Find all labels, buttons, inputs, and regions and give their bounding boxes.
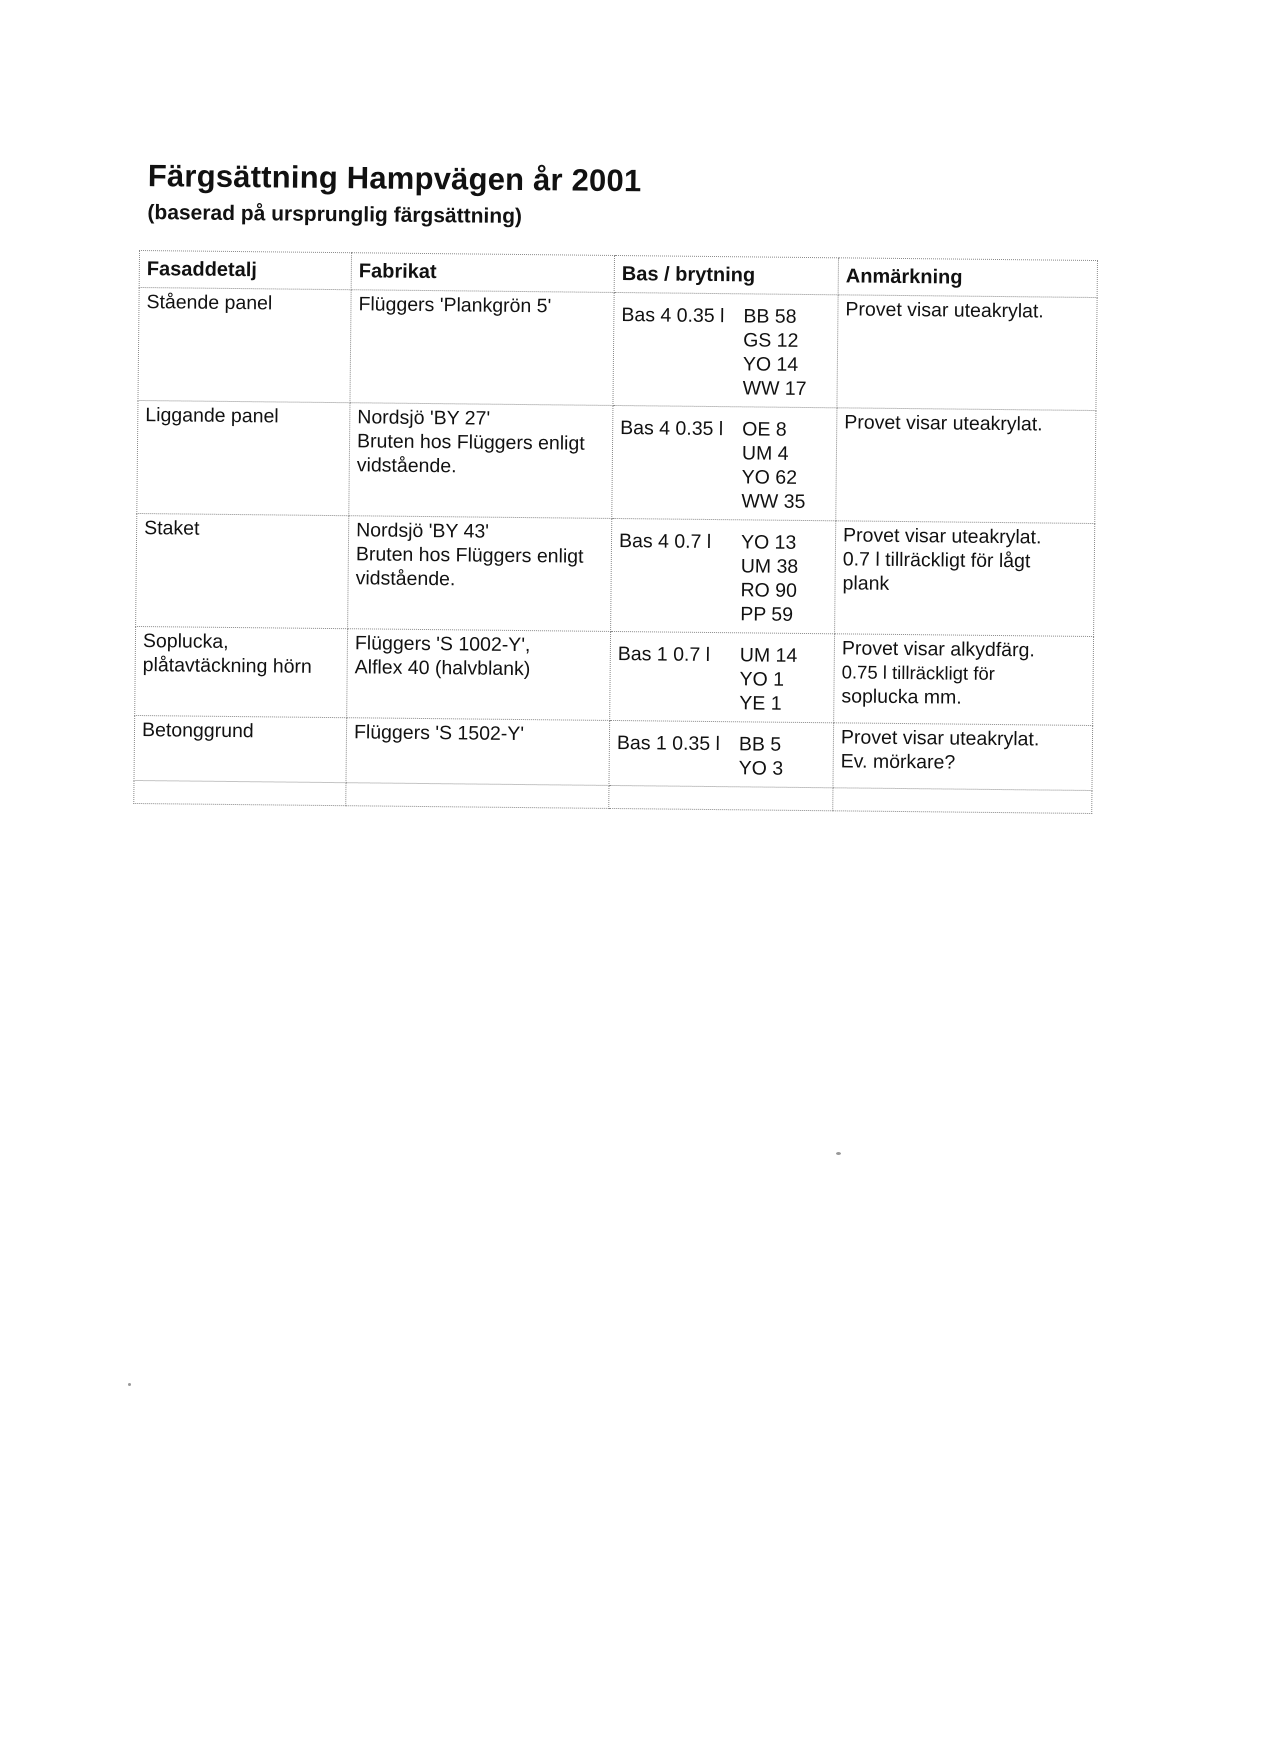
cell-detail: Staket	[136, 513, 349, 628]
scan-speck	[128, 1383, 131, 1386]
cell-empty	[134, 780, 346, 805]
header-anmarkning: Anmärkning	[838, 258, 1097, 298]
cell-anmarkning: Provet visar uteakrylat.	[837, 295, 1097, 411]
cell-detail: Stående panel	[138, 287, 351, 402]
bas-value: Bas 1 0.35 l	[616, 732, 721, 756]
cell-bas-brytning	[613, 292, 838, 407]
cell-fabrikat: Flüggers 'S 1502-Y'	[346, 718, 610, 786]
cell-detail: Betonggrund	[134, 715, 347, 782]
color-scheme-table	[133, 250, 1098, 814]
document-title: Färgsättning Hampvägen år 2001	[147, 158, 642, 199]
table-row	[136, 513, 1095, 636]
table-row	[134, 715, 1093, 790]
cell-anmarkning: Provet visar uteakrylat. 0.7 l tillräckligt för lågt plank	[835, 521, 1095, 637]
brytning-codes: YO 13 UM 38 RO 90 PP 59	[740, 531, 799, 626]
cell-bas-brytning	[609, 720, 834, 787]
brytning-codes: BB 5 YO 3	[738, 733, 784, 780]
bas-value: Bas 4 0.7 l	[618, 530, 712, 554]
bas-value: Bas 4 0.35 l	[620, 417, 724, 441]
scan-speck	[836, 1152, 841, 1155]
cell-bas-brytning	[612, 405, 837, 520]
cell-anmarkning: Provet visar alkydfärg. 0.75 l tillräckligt för soplucka mm.	[834, 634, 1094, 726]
header-bas-brytning: Bas / brytning	[614, 255, 838, 294]
cell-empty	[346, 783, 609, 809]
table-row	[138, 287, 1097, 410]
cell-detail: Soplucka, plåtavtäckning hörn	[135, 626, 348, 717]
table-row	[137, 400, 1096, 523]
table-row	[135, 626, 1094, 725]
cell-anmarkning: Provet visar uteakrylat. Ev. mörkare?	[833, 723, 1093, 791]
cell-detail: Liggande panel	[137, 400, 350, 515]
cell-fabrikat: Flüggers 'S 1002-Y', Alflex 40 (halvblank)	[347, 629, 611, 721]
bas-value: Bas 4 0.35 l	[621, 304, 725, 328]
brytning-codes: BB 58 GS 12 YO 14 WW 17	[742, 305, 807, 400]
cell-fabrikat: Nordsjö 'BY 27' Bruten hos Flüggers enligt vidstående.	[349, 403, 613, 519]
cell-fabrikat: Nordsjö 'BY 43' Bruten hos Flüggers enligt vidstående.	[348, 516, 612, 632]
cell-fabrikat: Flüggers 'Plankgrön 5'	[350, 290, 614, 406]
header-fabrikat: Fabrikat	[351, 253, 614, 293]
cell-anmarkning: Provet visar uteakrylat.	[836, 408, 1096, 524]
document-subtitle: (baserad på ursprunglig färgsättning)	[147, 201, 523, 229]
cell-empty	[833, 788, 1092, 814]
brytning-codes: OE 8 UM 4 YO 62 WW 35	[741, 418, 806, 513]
cell-bas-brytning	[611, 518, 836, 633]
brytning-codes: UM 14 YO 1 YE 1	[739, 644, 798, 715]
bas-value: Bas 1 0.7 l	[617, 643, 711, 666]
header-fasaddetalj: Fasaddetalj	[139, 251, 351, 290]
cell-bas-brytning	[610, 631, 835, 722]
cell-empty	[609, 785, 833, 810]
